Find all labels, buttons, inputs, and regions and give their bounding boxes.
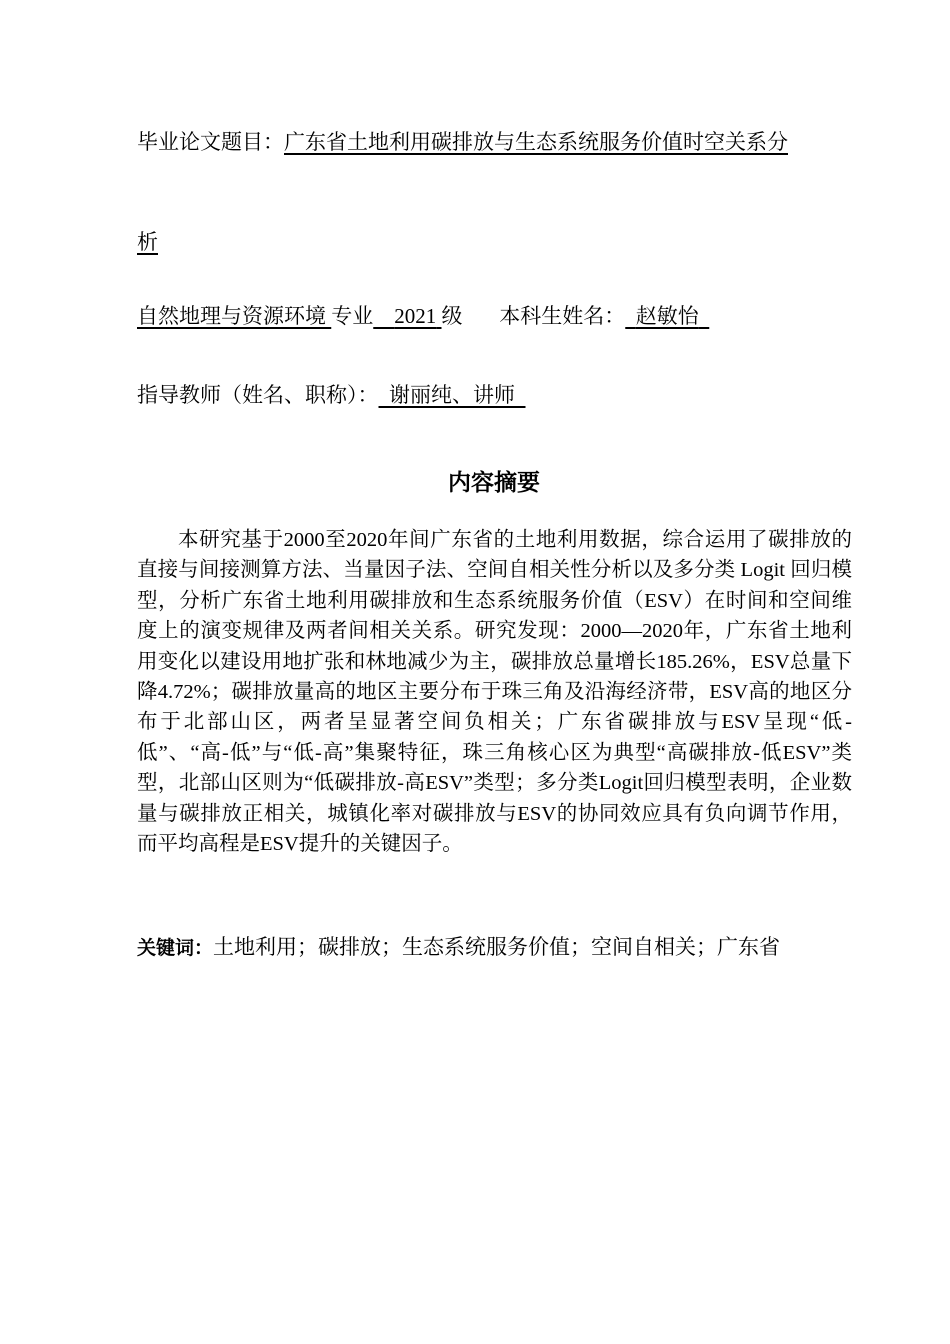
major-suffix: 专业 (331, 304, 374, 328)
thesis-title: 广东省土地利用碳排放与生态系统服务价值时空关系分 (284, 130, 788, 154)
major-name: 自然地理与资源环境 (137, 304, 326, 328)
advisor-name: 谢丽纯、讲师 (389, 383, 515, 407)
abstract-body: 本研究基于2000至2020年间广东省的土地利用数据，综合运用了碳排放的直接与间接测算方法、当量因子法、空间自相关性分析以及多分类 Logit 回归模型，分析广东省土地利用碳排放和生态系统服务价值（ESV）在时间和空间维度上的演变规律及两者间相关关系。研究发现：2000—2020年，广东省土地利用变化以建设用地扩张和林地减少为主，碳排放总量增长185.26%，ESV总量下降4.72%；碳排放量高的地区主要分布于珠三角及沿海经济带，ESV高的地区分布于北部山区，两者呈显著空间负相关；广东省碳排放与ESV呈现“低-低”、“高-低”与“低-高”集聚特征，珠三角核心区为典型“高碳排放-低ESV”类型，北部山区则为“低碳排放-高ESV”类型；多分类Logit回归模型表明，企业数量与碳排放正相关，城镇化率对碳排放与ESV的协同效应具有负向调节作用，而平均高程是ESV提升的关键因子。 (137, 529, 852, 856)
advisor-info-line (137, 381, 526, 409)
abstract-heading: 内容摘要 (448, 470, 540, 496)
keywords-text: 土地利用；碳排放；生态系统服务价值；空间自相关；广东省 (213, 935, 781, 959)
advisor-label: 指导教师（姓名、职称）： (137, 383, 379, 407)
advisor-underline-lead (379, 383, 390, 407)
spacer (463, 304, 500, 328)
student-name: 赵敏怡 (635, 304, 699, 328)
grade-value: 2021 (394, 304, 437, 328)
student-name-underline-lead (625, 304, 636, 328)
student-info-line (137, 302, 709, 330)
keywords-line (137, 932, 837, 963)
thesis-title-label: 毕业论文题目： (137, 130, 284, 154)
keywords-label: 关键词： (137, 937, 214, 959)
thesis-title-continuation-line (137, 228, 158, 256)
grade-suffix: 级 (441, 304, 463, 328)
grade-underline-lead (373, 304, 394, 328)
thesis-title-continuation: 析 (137, 230, 158, 254)
thesis-title-line (137, 128, 852, 156)
student-name-underline-tail (699, 304, 710, 328)
student-name-label: 本科生姓名： (499, 304, 626, 328)
advisor-underline-tail (515, 383, 526, 407)
